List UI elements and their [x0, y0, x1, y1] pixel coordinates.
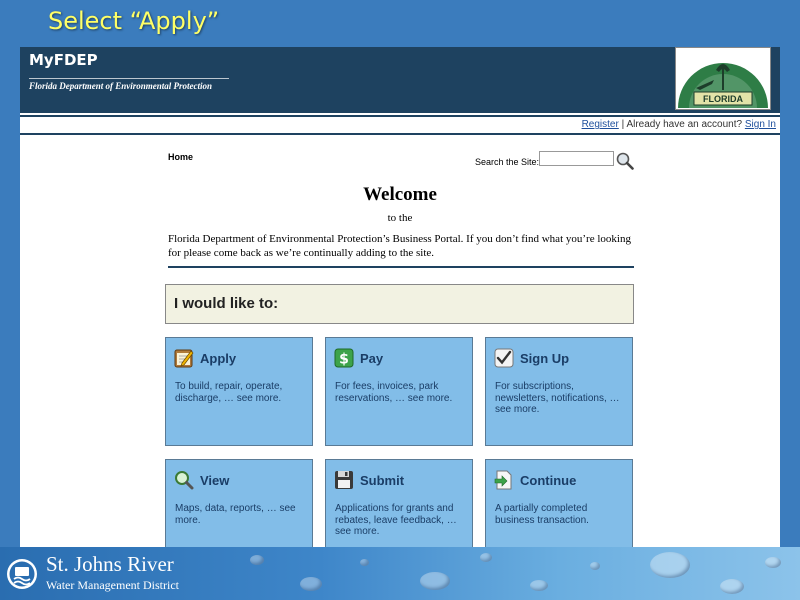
slide-title: Select “Apply”	[48, 7, 220, 35]
svg-text:$: $	[339, 351, 349, 368]
prompt-text: I would like to:	[174, 295, 279, 312]
water-drop	[480, 553, 492, 562]
tile-pay[interactable]	[325, 337, 473, 446]
tile-view-desc: Maps, data, reports, … see more.	[175, 503, 296, 526]
site-name: MyFDEP	[29, 51, 98, 69]
breadcrumb-home[interactable]: Home	[168, 152, 194, 162]
water-drop	[530, 580, 548, 591]
dollar-icon	[334, 348, 354, 368]
tile-continue[interactable]	[485, 459, 633, 547]
magnifier-icon	[174, 470, 194, 490]
footer-banner	[0, 547, 800, 600]
tile-view-title: View	[200, 473, 230, 488]
sign-in-link[interactable]: Sign In	[744, 119, 776, 130]
top-rule	[20, 115, 780, 117]
browser-screenshot	[20, 47, 780, 547]
site-subtitle: Florida Department of Environmental Protection	[29, 81, 213, 91]
tile-apply-title: Apply	[200, 351, 237, 366]
welcome-subtitle: to the	[387, 212, 413, 224]
welcome-title: Welcome	[363, 184, 437, 205]
account-prompt: Already have an account?	[626, 119, 743, 130]
document-arrow-icon	[494, 470, 514, 490]
tile-continue-title: Continue	[520, 473, 577, 488]
site-header	[20, 47, 780, 113]
tile-submit-title: Submit	[360, 473, 405, 488]
register-link[interactable]: Register	[581, 119, 619, 130]
tile-submit[interactable]	[325, 459, 473, 547]
prompt-box	[165, 284, 634, 324]
tile-view[interactable]	[165, 459, 313, 547]
district-logo-icon	[6, 558, 38, 590]
water-drop	[650, 552, 690, 578]
account-rule	[20, 133, 780, 135]
water-drop	[720, 579, 744, 594]
tile-sign-up-title: Sign Up	[520, 351, 570, 366]
welcome-body: Florida Department of Environmental Protection’s Business Portal. If you don’t find what you’re looking for please come back as we’re continually adding to the site.	[168, 233, 631, 259]
florida-seal-icon	[676, 48, 770, 109]
header-rule	[29, 78, 229, 79]
checkmark-icon	[494, 348, 514, 368]
florida-logo	[675, 47, 771, 110]
tile-apply[interactable]	[165, 337, 313, 446]
tile-sign-up-desc: For subscriptions, newsletters, notifications, … see more.	[495, 381, 620, 415]
water-drop	[250, 555, 264, 565]
search-icon[interactable]	[616, 152, 634, 170]
water-drop	[360, 559, 369, 566]
water-drop	[420, 572, 450, 590]
content-rule	[168, 266, 634, 268]
tile-pay-title: Pay	[360, 351, 384, 366]
tile-apply-desc: To build, repair, operate, discharge, … see more.	[175, 381, 283, 404]
tile-continue-desc: A partially completed business transaction.	[495, 503, 589, 526]
account-separator: |	[621, 119, 625, 130]
water-drop	[590, 562, 600, 570]
water-drop	[765, 557, 781, 568]
logo-text: FLORIDA	[703, 94, 743, 104]
water-drop	[300, 577, 322, 591]
tile-pay-desc: For fees, invoices, park reservations, … see more.	[335, 381, 453, 404]
footer-org-sub: Water Management District	[46, 578, 179, 592]
account-bar	[582, 119, 776, 130]
footer-org-name: St. Johns River	[46, 552, 174, 576]
tile-sign-up[interactable]	[485, 337, 633, 446]
search-label: Search the Site:	[475, 157, 540, 167]
floppy-disk-icon	[334, 470, 354, 490]
search-input[interactable]	[539, 151, 614, 166]
tile-submit-desc: Applications for grants and rebates, leave feedback, … see more.	[335, 503, 457, 537]
pencil-notepad-icon	[174, 348, 194, 368]
